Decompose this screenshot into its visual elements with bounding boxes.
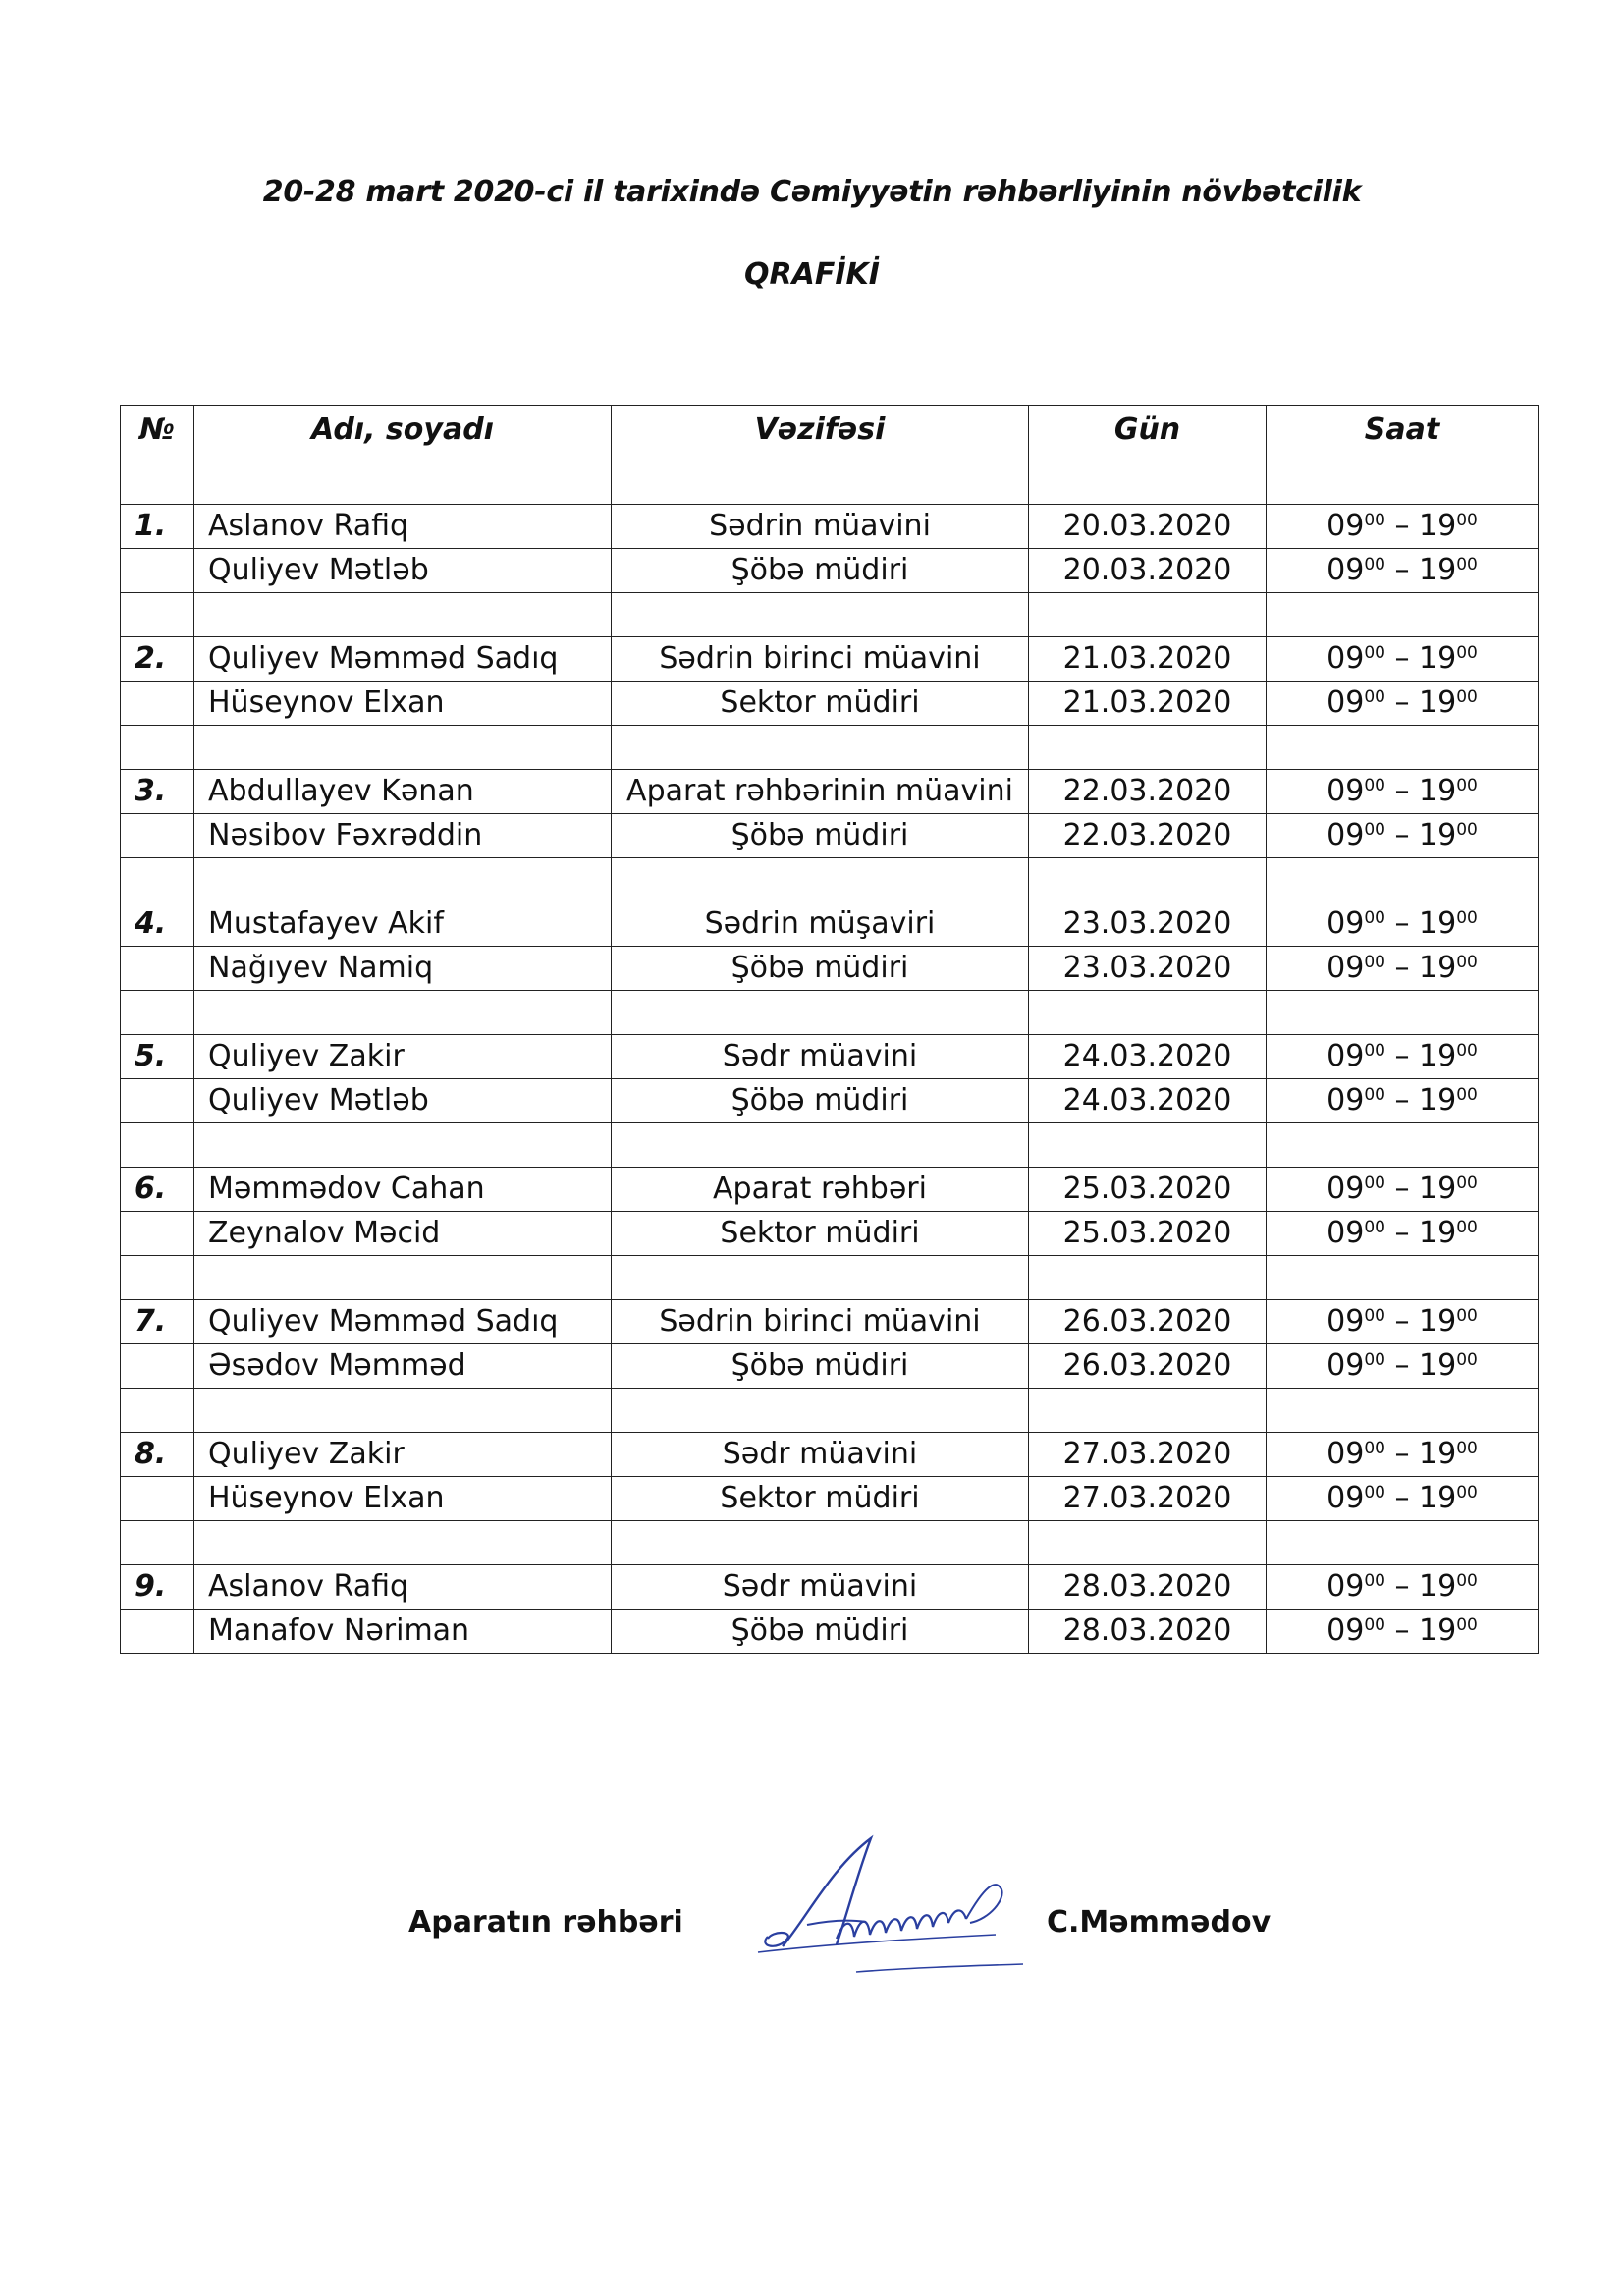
time-start-hour: 09	[1326, 1304, 1365, 1339]
time-end-hour: 19	[1419, 1304, 1457, 1339]
table-body	[121, 505, 1539, 1654]
table-header-row	[121, 406, 1539, 505]
row-day: 21.03.2020	[1029, 637, 1267, 682]
spacer-row	[121, 858, 1539, 902]
empty-cell	[121, 593, 194, 637]
row-day: 20.03.2020	[1029, 505, 1267, 549]
row-position: Sektor müdiri	[612, 1477, 1029, 1521]
time-start-minute: 00	[1364, 776, 1385, 795]
time-start-hour: 09	[1326, 1083, 1365, 1118]
row-name: Məmmədov Cahan	[194, 1168, 612, 1212]
row-name: Abdullayev Kənan	[194, 770, 612, 814]
row-number: 1.	[121, 505, 194, 549]
time-end-minute: 00	[1456, 511, 1478, 530]
row-position: Sədrin birinci müavini	[612, 1300, 1029, 1344]
empty-cell	[1267, 726, 1539, 770]
empty-cell	[1029, 593, 1267, 637]
time-start-minute: 00	[1364, 1350, 1385, 1370]
time-start-minute: 00	[1364, 1571, 1385, 1591]
spacer-row	[121, 1256, 1539, 1300]
empty-cell	[612, 593, 1029, 637]
row-day: 28.03.2020	[1029, 1565, 1267, 1610]
time-dash: –	[1384, 1039, 1420, 1073]
time-start-hour: 09	[1326, 951, 1365, 985]
time-dash: –	[1384, 1481, 1420, 1515]
time-start-minute: 00	[1364, 511, 1385, 530]
time-dash: –	[1384, 509, 1420, 543]
row-name: Aslanov Rafiq	[194, 1565, 612, 1610]
row-position: Şöbə müdiri	[612, 549, 1029, 593]
empty-cell	[194, 593, 612, 637]
time-end-minute: 00	[1456, 1350, 1478, 1370]
row-day: 25.03.2020	[1029, 1212, 1267, 1256]
time-end-minute: 00	[1456, 1571, 1478, 1591]
empty-cell	[612, 726, 1029, 770]
time-start-minute: 00	[1364, 643, 1385, 663]
table-row	[121, 682, 1539, 726]
table-row	[121, 770, 1539, 814]
row-position: Sədr müavini	[612, 1565, 1029, 1610]
time-start-hour: 09	[1326, 509, 1365, 543]
row-time	[1267, 1212, 1539, 1256]
empty-cell	[121, 991, 194, 1035]
time-start-hour: 09	[1326, 1613, 1365, 1648]
table-row	[121, 1610, 1539, 1654]
time-start-hour: 09	[1326, 641, 1365, 676]
time-end-hour: 19	[1419, 774, 1457, 808]
time-dash: –	[1384, 774, 1420, 808]
empty-cell	[121, 1389, 194, 1433]
row-number	[121, 814, 194, 858]
time-end-minute: 00	[1456, 953, 1478, 972]
table-row	[121, 1035, 1539, 1079]
table-row	[121, 1168, 1539, 1212]
empty-cell	[1029, 726, 1267, 770]
table-row	[121, 1300, 1539, 1344]
row-position: Şöbə müdiri	[612, 1610, 1029, 1654]
empty-cell	[1029, 1123, 1267, 1168]
time-start-minute: 00	[1364, 1439, 1385, 1458]
time-end-minute: 00	[1456, 820, 1478, 840]
row-time	[1267, 549, 1539, 593]
time-end-minute: 00	[1456, 1439, 1478, 1458]
row-day: 23.03.2020	[1029, 902, 1267, 947]
empty-cell	[1267, 1521, 1539, 1565]
row-name: Quliyev Məmməd Sadıq	[194, 637, 612, 682]
row-number: 3.	[121, 770, 194, 814]
time-start-minute: 00	[1364, 1306, 1385, 1326]
time-dash: –	[1384, 685, 1420, 720]
time-end-hour: 19	[1419, 509, 1457, 543]
empty-cell	[612, 1389, 1029, 1433]
time-start-minute: 00	[1364, 687, 1385, 707]
row-name: Nəsibov Fəxrəddin	[194, 814, 612, 858]
row-number	[121, 1344, 194, 1389]
time-end-minute: 00	[1456, 776, 1478, 795]
time-dash: –	[1384, 1613, 1420, 1648]
table-row	[121, 1344, 1539, 1389]
row-position: Aparat rəhbərinin müavini	[612, 770, 1029, 814]
row-day: 27.03.2020	[1029, 1433, 1267, 1477]
time-start-hour: 09	[1326, 1039, 1365, 1073]
row-time	[1267, 770, 1539, 814]
row-name: Quliyev Zakir	[194, 1035, 612, 1079]
row-position: Sektor müdiri	[612, 1212, 1029, 1256]
row-time	[1267, 947, 1539, 991]
row-number	[121, 1079, 194, 1123]
row-number	[121, 1212, 194, 1256]
table-row	[121, 947, 1539, 991]
empty-cell	[612, 1123, 1029, 1168]
table-row	[121, 1433, 1539, 1477]
empty-cell	[1267, 1389, 1539, 1433]
time-end-hour: 19	[1419, 685, 1457, 720]
row-position: Sədr müavini	[612, 1035, 1029, 1079]
row-day: 20.03.2020	[1029, 549, 1267, 593]
row-name: Hüseynov Elxan	[194, 682, 612, 726]
row-number	[121, 1610, 194, 1654]
signatory-name: C.Məmmədov	[1047, 1905, 1272, 1940]
time-end-hour: 19	[1419, 1083, 1457, 1118]
empty-cell	[1029, 991, 1267, 1035]
row-position: Şöbə müdiri	[612, 947, 1029, 991]
row-name: Mustafayev Akif	[194, 902, 612, 947]
row-time	[1267, 1610, 1539, 1654]
row-number	[121, 1477, 194, 1521]
time-start-minute: 00	[1364, 953, 1385, 972]
row-position: Sədrin müşaviri	[612, 902, 1029, 947]
table-row	[121, 637, 1539, 682]
row-position: Şöbə müdiri	[612, 1079, 1029, 1123]
time-end-hour: 19	[1419, 1437, 1457, 1471]
time-dash: –	[1384, 553, 1420, 587]
row-number: 2.	[121, 637, 194, 682]
time-dash: –	[1384, 1083, 1420, 1118]
time-start-hour: 09	[1326, 1216, 1365, 1250]
time-start-hour: 09	[1326, 818, 1365, 852]
row-day: 26.03.2020	[1029, 1300, 1267, 1344]
time-end-hour: 19	[1419, 1348, 1457, 1383]
time-start-hour: 09	[1326, 1569, 1365, 1604]
header-day: Gün	[1029, 406, 1267, 505]
time-start-hour: 09	[1326, 774, 1365, 808]
time-start-hour: 09	[1326, 685, 1365, 720]
row-time	[1267, 1565, 1539, 1610]
row-number: 4.	[121, 902, 194, 947]
page-subtitle: QRAFİKİ	[744, 257, 880, 292]
time-start-minute: 00	[1364, 1218, 1385, 1237]
row-position: Şöbə müdiri	[612, 1344, 1029, 1389]
row-time	[1267, 1344, 1539, 1389]
row-time	[1267, 1477, 1539, 1521]
time-end-hour: 19	[1419, 818, 1457, 852]
row-time	[1267, 814, 1539, 858]
empty-cell	[194, 1389, 612, 1433]
row-day: 27.03.2020	[1029, 1477, 1267, 1521]
row-time	[1267, 1035, 1539, 1079]
empty-cell	[612, 858, 1029, 902]
row-name: Əsədov Məmməd	[194, 1344, 612, 1389]
time-end-hour: 19	[1419, 1039, 1457, 1073]
empty-cell	[612, 1256, 1029, 1300]
empty-cell	[612, 991, 1029, 1035]
row-time	[1267, 1433, 1539, 1477]
time-dash: –	[1384, 1216, 1420, 1250]
empty-cell	[194, 1123, 612, 1168]
handwritten-signature	[738, 1829, 1062, 1986]
row-name: Quliyev Mətləb	[194, 1079, 612, 1123]
time-end-hour: 19	[1419, 1216, 1457, 1250]
time-end-minute: 00	[1456, 1174, 1478, 1193]
row-position: Aparat rəhbəri	[612, 1168, 1029, 1212]
time-end-minute: 00	[1456, 1483, 1478, 1503]
row-time	[1267, 682, 1539, 726]
row-number: 6.	[121, 1168, 194, 1212]
time-end-minute: 00	[1456, 1218, 1478, 1237]
time-start-hour: 09	[1326, 1172, 1365, 1206]
time-end-hour: 19	[1419, 553, 1457, 587]
duty-schedule-table	[120, 405, 1539, 1654]
row-position: Sədrin birinci müavini	[612, 637, 1029, 682]
time-start-hour: 09	[1326, 906, 1365, 941]
empty-cell	[1029, 858, 1267, 902]
time-dash: –	[1384, 1348, 1420, 1383]
row-day: 24.03.2020	[1029, 1035, 1267, 1079]
row-number: 5.	[121, 1035, 194, 1079]
row-day: 22.03.2020	[1029, 770, 1267, 814]
empty-cell	[1267, 1123, 1539, 1168]
empty-cell	[194, 991, 612, 1035]
row-name: Quliyev Zakir	[194, 1433, 612, 1477]
row-name: Quliyev Məmməd Sadıq	[194, 1300, 612, 1344]
time-dash: –	[1384, 951, 1420, 985]
time-dash: –	[1384, 906, 1420, 941]
time-start-minute: 00	[1364, 555, 1385, 574]
row-name: Hüseynov Elxan	[194, 1477, 612, 1521]
empty-cell	[194, 726, 612, 770]
header-name: Adı, soyadı	[194, 406, 612, 505]
empty-cell	[121, 726, 194, 770]
empty-cell	[1267, 991, 1539, 1035]
time-end-hour: 19	[1419, 1481, 1457, 1515]
time-end-minute: 00	[1456, 1041, 1478, 1061]
time-dash: –	[1384, 818, 1420, 852]
time-start-minute: 00	[1364, 1483, 1385, 1503]
time-dash: –	[1384, 1569, 1420, 1604]
header-position: Vəzifəsi	[612, 406, 1029, 505]
time-end-minute: 00	[1456, 908, 1478, 928]
time-end-hour: 19	[1419, 951, 1457, 985]
time-end-minute: 00	[1456, 555, 1478, 574]
row-name: Nağıyev Namiq	[194, 947, 612, 991]
row-name: Quliyev Mətləb	[194, 549, 612, 593]
time-start-hour: 09	[1326, 1481, 1365, 1515]
row-day: 25.03.2020	[1029, 1168, 1267, 1212]
row-time	[1267, 637, 1539, 682]
empty-cell	[194, 1521, 612, 1565]
time-end-hour: 19	[1419, 906, 1457, 941]
empty-cell	[121, 1521, 194, 1565]
empty-cell	[194, 1256, 612, 1300]
time-start-minute: 00	[1364, 908, 1385, 928]
time-dash: –	[1384, 1304, 1420, 1339]
row-day: 22.03.2020	[1029, 814, 1267, 858]
row-day: 21.03.2020	[1029, 682, 1267, 726]
row-number: 9.	[121, 1565, 194, 1610]
time-start-minute: 00	[1364, 1174, 1385, 1193]
spacer-row	[121, 991, 1539, 1035]
time-end-minute: 00	[1456, 1615, 1478, 1635]
row-time	[1267, 902, 1539, 947]
row-position: Sədrin müavini	[612, 505, 1029, 549]
spacer-row	[121, 1389, 1539, 1433]
row-time	[1267, 505, 1539, 549]
time-end-minute: 00	[1456, 1306, 1478, 1326]
time-start-minute: 00	[1364, 1085, 1385, 1105]
empty-cell	[1029, 1256, 1267, 1300]
empty-cell	[1267, 593, 1539, 637]
table-row	[121, 1212, 1539, 1256]
time-start-hour: 09	[1326, 1348, 1365, 1383]
time-end-minute: 00	[1456, 687, 1478, 707]
time-start-hour: 09	[1326, 553, 1365, 587]
time-start-minute: 00	[1364, 1615, 1385, 1635]
table-row	[121, 1477, 1539, 1521]
time-end-hour: 19	[1419, 1569, 1457, 1604]
row-day: 26.03.2020	[1029, 1344, 1267, 1389]
spacer-row	[121, 593, 1539, 637]
header-time: Saat	[1267, 406, 1539, 505]
row-name: Aslanov Rafiq	[194, 505, 612, 549]
row-number	[121, 682, 194, 726]
row-position: Sektor müdiri	[612, 682, 1029, 726]
empty-cell	[194, 858, 612, 902]
row-position: Şöbə müdiri	[612, 814, 1029, 858]
spacer-row	[121, 1521, 1539, 1565]
empty-cell	[1029, 1389, 1267, 1433]
header-number: №	[121, 406, 194, 505]
empty-cell	[612, 1521, 1029, 1565]
time-dash: –	[1384, 641, 1420, 676]
table-row	[121, 902, 1539, 947]
time-start-minute: 00	[1364, 820, 1385, 840]
spacer-row	[121, 1123, 1539, 1168]
row-day: 23.03.2020	[1029, 947, 1267, 991]
time-dash: –	[1384, 1437, 1420, 1471]
row-time	[1267, 1300, 1539, 1344]
time-end-hour: 19	[1419, 1172, 1457, 1206]
signatory-title: Aparatın rəhbəri	[408, 1905, 683, 1940]
time-start-hour: 09	[1326, 1437, 1365, 1471]
table-row	[121, 1079, 1539, 1123]
row-number: 8.	[121, 1433, 194, 1477]
time-end-minute: 00	[1456, 1085, 1478, 1105]
empty-cell	[121, 1123, 194, 1168]
time-end-minute: 00	[1456, 643, 1478, 663]
empty-cell	[121, 858, 194, 902]
empty-cell	[1267, 858, 1539, 902]
spacer-row	[121, 726, 1539, 770]
row-day: 24.03.2020	[1029, 1079, 1267, 1123]
row-number: 7.	[121, 1300, 194, 1344]
row-number	[121, 549, 194, 593]
row-name: Manafov Nəriman	[194, 1610, 612, 1654]
time-start-minute: 00	[1364, 1041, 1385, 1061]
empty-cell	[1029, 1521, 1267, 1565]
time-dash: –	[1384, 1172, 1420, 1206]
row-time	[1267, 1079, 1539, 1123]
table-row	[121, 549, 1539, 593]
row-name: Zeynalov Məcid	[194, 1212, 612, 1256]
time-end-hour: 19	[1419, 641, 1457, 676]
row-day: 28.03.2020	[1029, 1610, 1267, 1654]
table-row	[121, 814, 1539, 858]
row-number	[121, 947, 194, 991]
table-row	[121, 505, 1539, 549]
row-time	[1267, 1168, 1539, 1212]
time-end-hour: 19	[1419, 1613, 1457, 1648]
empty-cell	[1267, 1256, 1539, 1300]
row-position: Sədr müavini	[612, 1433, 1029, 1477]
empty-cell	[121, 1256, 194, 1300]
page-title: 20-28 mart 2020-ci il tarixində Cəmiyyətin rəhbərliyinin növbətcilik	[262, 175, 1362, 209]
table-row	[121, 1565, 1539, 1610]
